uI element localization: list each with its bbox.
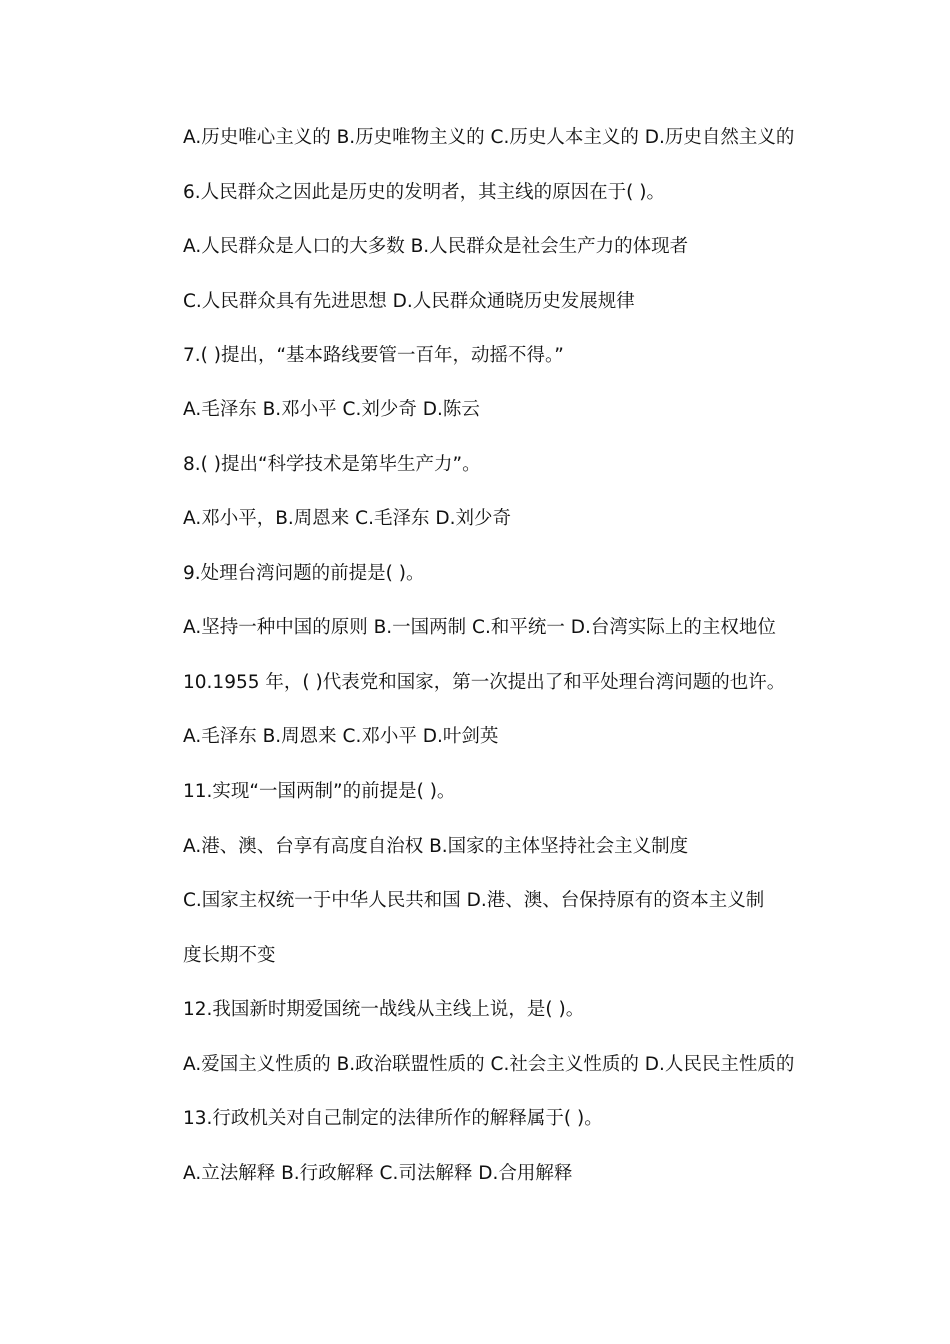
- answer-options-q11-line-1: A.港、澳、台享有高度自治权 B.国家的主体坚持社会主义制度: [183, 836, 689, 857]
- answer-options-q6-line-2: C.人民群众具有先进思想 D.人民群众通晓历史发展规律: [183, 291, 635, 312]
- question-7: 7.( )提出，“基本路线要管一百年，动摇不得。”: [183, 345, 564, 366]
- question-6: 6.人民群众之因此是历史的发明者，其主线的原因在于( )。: [183, 182, 665, 203]
- answer-options-q9: A.坚持一种中国的原则 B.一国两制 C.和平统一 D.台湾实际上的主权地位: [183, 617, 776, 638]
- question-9: 9.处理台湾问题的前提是( )。: [183, 563, 425, 584]
- answer-options-q7: A.毛泽东 B.邓小平 C.刘少奇 D.陈云: [183, 399, 480, 420]
- answer-options-q11-line-2: C.国家主权统一于中华人民共和国 D.港、澳、台保持原有的资本主义制: [183, 890, 765, 911]
- answer-options-q8: A.邓小平，B.周恩来 C.毛泽东 D.刘少奇: [183, 508, 511, 529]
- question-11: 11.实现“一国两制”的前提是( )。: [183, 781, 456, 802]
- answer-options-q12: A.爱国主义性质的 B.政治联盟性质的 C.社会主义性质的 D.人民民主性质的: [183, 1054, 795, 1075]
- answer-options-q6-line-1: A.人民群众是人口的大多数 B.人民群众是社会生产力的体现者: [183, 236, 689, 257]
- answer-options-q10: A.毛泽东 B.周恩来 C.邓小平 D.叶剑英: [183, 726, 499, 747]
- answer-options-q5: A.历史唯心主义的 B.历史唯物主义的 C.历史人本主义的 D.历史自然主义的: [183, 127, 795, 148]
- question-8: 8.( )提出“科学技术是第毕生产力”。: [183, 454, 481, 475]
- answer-options-q11-line-3: 度长期不变: [183, 945, 276, 966]
- question-13: 13.行政机关对自己制定的法律所作的解释属于( )。: [183, 1108, 603, 1129]
- answer-options-q13: A.立法解释 B.行政解释 C.司法解释 D.合用解释: [183, 1163, 573, 1184]
- question-10: 10.1955 年，( )代表党和国家，第一次提出了和平处理台湾问题的也许。: [183, 672, 786, 693]
- question-12: 12.我国新时期爱国统一战线从主线上说，是( )。: [183, 999, 585, 1020]
